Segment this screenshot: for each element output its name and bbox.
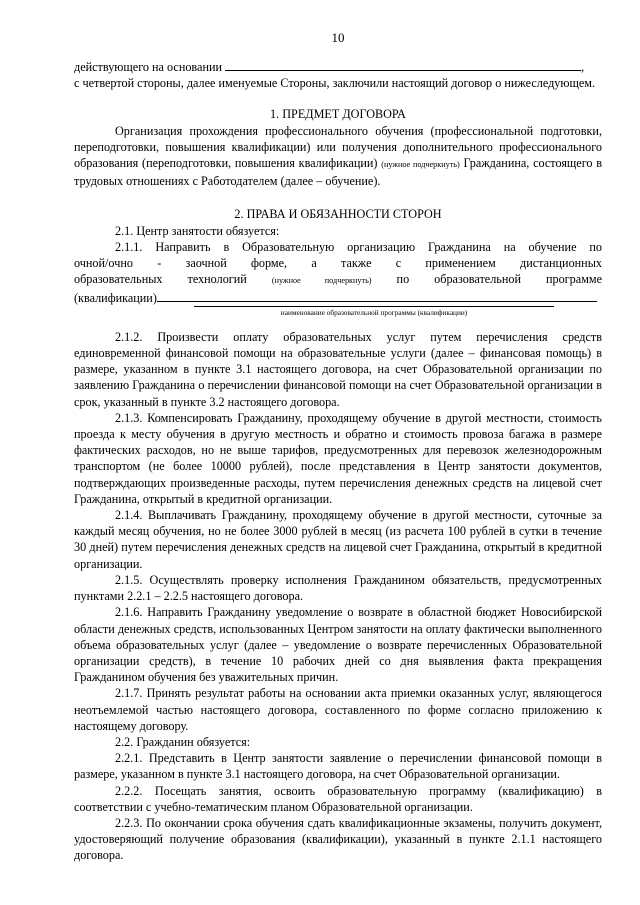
clause-2-1-1-note: (нужное подчеркнуть) [271,276,372,286]
basis-tail: , [581,60,585,75]
clause-2-1-1-line-b: очной/очно - заочной форме, а также с применением дистанционных [74,256,602,271]
clause-2-2-3: 2.2.3. По окончании срока обучения сдать квалификационные экзамены, получить документ, удостоверяющий получение образования (квалификации), указанный в пункте 2.1.1 настоящего договора. [74,815,602,863]
program-blank [157,290,597,302]
clause-2-1-1-line-a: 2.1.1. Направить в Образовательную организацию Гражданина на обучение по [115,240,602,255]
section-1-note: (нужное подчеркнуть) [381,160,460,170]
section-1-title: 1. ПРЕДМЕТ ДОГОВОРА [270,106,406,121]
section-1-text-b: Гражданина, состоящего в трудовых отношениях с Работодателем (далее – обучение). [74,156,603,189]
clause-2-2-2: 2.2.2. Посещать занятия, освоить образовательную программу (квалификацию) в соответствии с учебно-тематическим планом Образовательной организации. [74,783,602,814]
section-1-text-a: Организация прохождения профессионального обучения (профессиональной подготовки, переподготовки, повышения квалификации) или получения дополнительного профессионального образования (переподготовки, повышения квалификации) [74,123,602,171]
clause-2-1-5: 2.1.5. Осуществлять проверку исполнения Гражданином обязательств, предусмотренных пунктами 2.2.1 – 2.2.5 настоящего договора. [74,572,602,604]
clause-2-1-7: 2.1.7. Принять результат работы на основании акта приемки оказанных услуг, являющегося неотъемлемой частью настоящего договора, составленного по форме согласно приложению к настоящему договору. [74,686,602,733]
clause-2-1-2: 2.1.2. Произвести оплату образовательных услуг путем перечисления средств единовременной финансовой помощи на образовательные услуги (далее – финансовая помощь) в размере, указанном в пункте 3.1 настоящего договора, на счет Образовательной организации по заявлению Гражданина о перечислении финансовой помощи на счет Образовательной организации в срок, указанный в пункте 3.2 настоящего договора. [74,329,602,409]
basis-label: действующего на основании [74,60,223,75]
program-label: (квалификации) [74,290,157,305]
clause-2-1-1-line-d [74,290,602,306]
clause-2-1-1-line-c [74,271,602,289]
clause-2-1-6: 2.1.6. Направить Гражданину уведомление о возврате в областной бюджет Новосибирской области денежных средств, использованных Центром занятости на оплату фактически выполненного объема образовательных услуг (далее – уведомление о возврате перечисленных Образовательной организации средств), в течение 10 рабочих дней со дня выявления факта прекращения Гражданином обучения без уважительных причин. [74,605,602,685]
basis-blank [225,59,581,71]
clause-2-2-1: 2.2.1. Представить в Центр занятости заявление о перечислении финансовой помощи в размере, указанном в пункте 3.1 настоящего договора, на счет Образовательной организации. [74,751,602,782]
basis-line [74,59,602,75]
clause-2-1-1-line-c1: образовательных технологий [74,272,247,287]
clause-2-1-4: 2.1.4. Выплачивать Гражданину, проходящему обучение в другой местности, суточные за каждый месяц обучения, но не более 3000 рублей в месяц (из расчета 100 рублей в сутки в течение 30 дней) путем перечисления денежных средств на лицевой счет Гражданина, открытый в кредитной организации. [74,508,602,571]
program-caption: наименование образовательной программы (квалификации) [194,306,554,317]
document-page [74,30,602,864]
clause-2-1-3: 2.1.3. Компенсировать Гражданину, проходящему обучение в другой местности, стоимость проезда к месту обучения в другую местность и обратно и стоимость провоза багажа в размере фактических расходов, но не выше тарифов, предусмотренных для перевозок железнодорожным транспортом (не более 10000 рублей), после представления в Центр занятости документов, подтверждающих произведенные расходы, путем перечисления денежных средств на лицевой счет Гражданина, открытый в кредитной организации. [74,410,602,506]
clause-2-1: 2.1. Центр занятости обязуется: [115,223,280,238]
clause-2-1-1-line-c2: по образовательной программе [396,272,603,287]
intro-text: с четвертой стороны, далее именуемые Стороны, заключили настоящий договор о нижеследующем. [74,76,596,91]
clause-2-2: 2.2. Гражданин обязуется: [115,734,251,749]
page-number: 10 [331,30,345,45]
section-1-text [74,123,602,190]
section-2-title: 2. ПРАВА И ОБЯЗАННОСТИ СТОРОН [234,206,442,221]
